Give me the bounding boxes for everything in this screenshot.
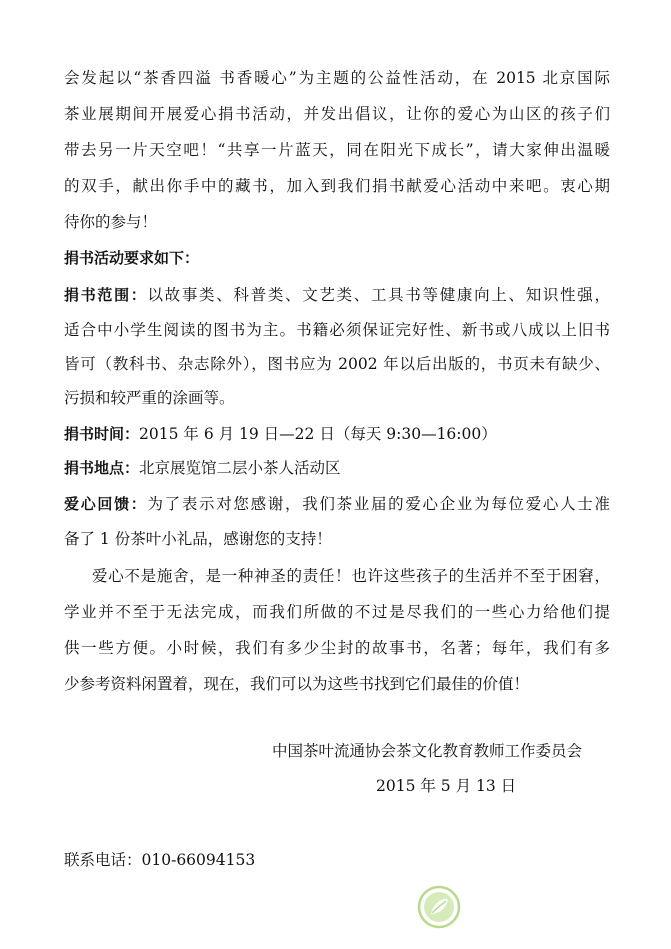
closing-line: 爱心不是施舍，是一种神圣的责任！也许这些孩子的生活并不至于困窘， xyxy=(92,567,610,585)
scope-line: 适合中小学生阅读的图书为主。书籍必须保证完好性、新书或八成以上旧书 xyxy=(64,321,610,339)
scope-text: 以故事类、科普类、文艺类、工具书等健康向上、知识性强， xyxy=(147,286,610,304)
scope-line: 皆可（教科书、杂志除外），图书应为 2002 年以后出版的，书页未有缺少、 xyxy=(64,355,610,373)
closing-line: 供一些方便。小时候，我们有多少尘封的故事书，名著；每年，我们有多 xyxy=(64,639,610,657)
signature-organization: 中国茶叶流通协会茶文化教育教师工作委员会 xyxy=(272,742,583,760)
reward-line xyxy=(64,494,610,514)
intro-line: 带去另一片天空吧！“共享一片蓝天，同在阳光下成长”，请大家伸出温暖 xyxy=(64,141,610,159)
closing-line: 少参考资料闲置着，现在，我们可以为这些书找到它们最佳的价值！ xyxy=(64,675,530,693)
scope-label: 捐书范围： xyxy=(64,286,148,304)
requirements-heading: 捐书活动要求如下： xyxy=(64,249,200,267)
intro-line: 会发起以“茶香四溢 书香暖心”为主题的公益性活动，在 2015 北京国际 xyxy=(64,69,610,87)
closing-line: 学业并不至于无法完成，而我们所做的不过是尽我们的一些心力给他们提 xyxy=(64,603,610,621)
scope-line: 污损和较严重的涂画等。 xyxy=(64,389,235,407)
tea-leaf-icon xyxy=(417,885,461,929)
place-value: 北京展览馆二层小茶人活动区 xyxy=(139,459,341,477)
place-line xyxy=(64,458,610,478)
reward-line: 备了 1 份茶叶小礼品，感谢您的支持！ xyxy=(64,530,332,548)
time-line xyxy=(64,424,610,444)
reward-label: 爱心回馈： xyxy=(64,495,148,513)
scope-line xyxy=(64,285,610,305)
reward-text: 为了表示对您感谢，我们茶业届的爱心企业为每位爱心人士准 xyxy=(147,495,610,513)
place-label: 捐书地点： xyxy=(64,459,140,477)
intro-line: 的双手，献出你手中的藏书，加入到我们捐书献爱心活动中来吧。衷心期 xyxy=(64,177,610,195)
intro-line: 茶业展期间开展爱心捐书活动，并发出倡议，让你的爱心为山区的孩子们 xyxy=(64,105,610,123)
time-value: 2015 年 6 月 19 日—22 日（每天 9:30—16:00） xyxy=(139,425,497,443)
intro-line: 待你的参与！ xyxy=(64,213,158,231)
time-label: 捐书时间： xyxy=(64,425,140,443)
signature-date: 2015 年 5 月 13 日 xyxy=(376,777,517,795)
contact-phone: 联系电话：010-66094153 xyxy=(64,851,256,869)
